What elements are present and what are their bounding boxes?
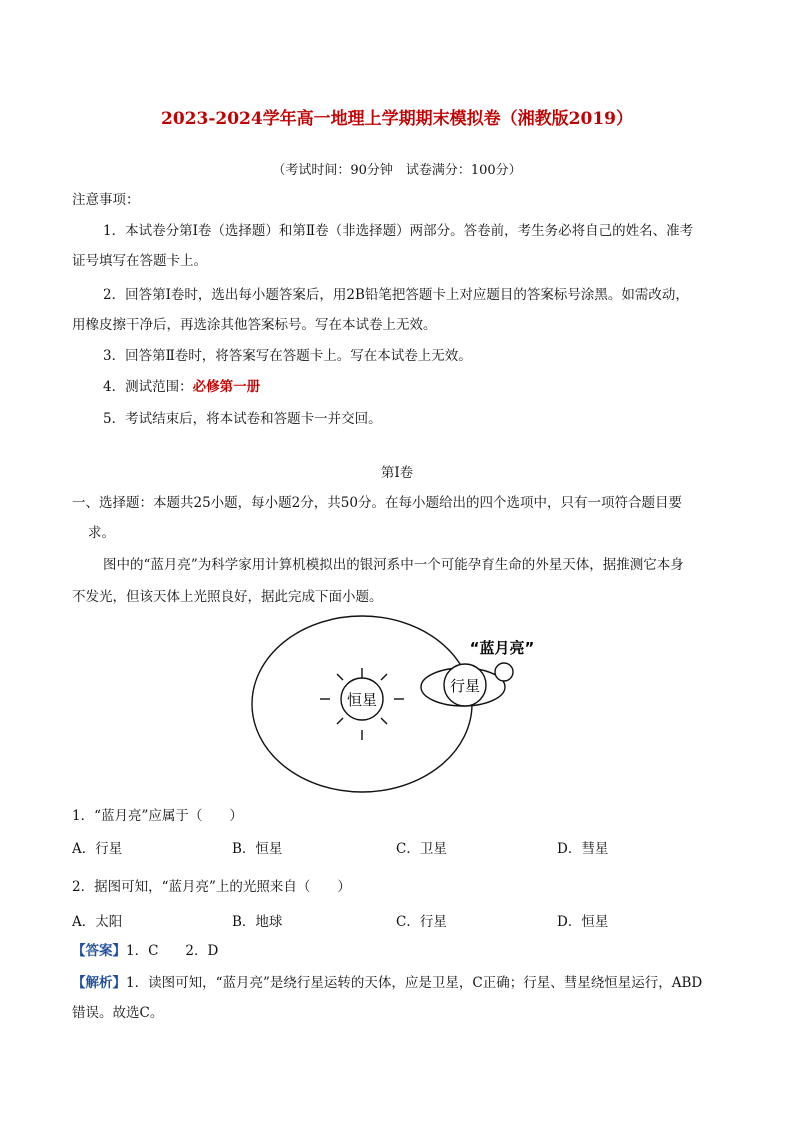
- exam-subtitle: （考试时间：90分钟 试卷满分：100分）: [272, 163, 522, 178]
- question-2-option-a: A．太阳: [72, 914, 123, 930]
- question-2-stem: 2．据图可知，“蓝月亮”上的光照来自（ ）: [72, 879, 351, 895]
- question-1-option-a: A．行星: [72, 841, 123, 857]
- notice-5: 5．考试结束后，将本试卷和答题卡一并交回。: [103, 411, 382, 427]
- question-1-option-b: B．恒星: [232, 841, 283, 857]
- answer-tag: 【答案】: [72, 943, 126, 959]
- question-2-option-c: C．行星: [396, 914, 447, 930]
- blue-moon-circle: [495, 663, 513, 681]
- question-stem-line-2: 不发光，但该天体上光照良好，据此完成下面小题。: [72, 589, 383, 605]
- answer-line: [72, 941, 218, 961]
- notice-4: [103, 377, 260, 397]
- planet-label: 行星: [449, 677, 481, 695]
- orbit-diagram: [240, 610, 550, 810]
- analysis-tag: 【解析】: [72, 975, 126, 991]
- analysis-text-1: 1．读图可知，“蓝月亮”是绕行星运转的天体，应是卫星，C正确；行星、彗星绕恒星运行，ABD: [126, 975, 703, 991]
- notice-heading: 注意事项：: [72, 192, 140, 208]
- notice-2-line-1: 2．回答第Ⅰ卷时，选出每小题答案后，用2B铅笔把答题卡上对应题目的答案标号涂黑。如需改动，: [103, 287, 689, 303]
- instructions-line-1: 一、选择题：本题共25小题，每小题2分，共50分。在每小题给出的四个选项中，只有一项符合题目要: [72, 495, 682, 511]
- analysis-line-2: 错误。故选C。: [72, 1005, 164, 1021]
- notice-2-line-2: 用橡皮擦干净后，再选涂其他答案标号。写在本试卷上无效。: [72, 317, 437, 333]
- notice-3: 3．回答第Ⅱ卷时，将答案写在答题卡上。写在本试卷上无效。: [103, 348, 472, 364]
- test-scope: 必修第一册: [192, 379, 261, 395]
- question-1-option-d: D．彗星: [557, 841, 609, 857]
- instructions-line-2: 求。: [88, 525, 115, 541]
- question-1-stem: 1．“蓝月亮”应属于（ ）: [72, 808, 243, 824]
- notice-4-prefix: 4．测试范围：: [103, 379, 193, 395]
- question-stem-line-1: 图中的“蓝月亮”为科学家用计算机模拟出的银河系中一个可能孕育生命的外星天体，据推测它本身: [103, 557, 684, 573]
- section-title: 第Ⅰ卷: [380, 465, 414, 481]
- notice-1-line-2: 证号填写在答题卡上。: [72, 253, 207, 269]
- question-2-option-b: B．地球: [232, 914, 283, 930]
- star-label: 恒星: [346, 691, 378, 709]
- blue-moon-label: “蓝月亮”: [469, 639, 535, 657]
- question-1-option-c: C．卫星: [396, 841, 447, 857]
- question-2-option-d: D．恒星: [557, 914, 609, 930]
- analysis-line-1: [72, 973, 702, 993]
- notice-1-line-1: 1．本试卷分第Ⅰ卷（选择题）和第Ⅱ卷（非选择题）两部分。答卷前，考生务必将自己的姓名、准考: [103, 223, 694, 239]
- answer-text: 1．C 2．D: [126, 943, 219, 959]
- exam-title: 2023-2024学年高一地理上学期期末模拟卷（湘教版2019）: [161, 109, 633, 129]
